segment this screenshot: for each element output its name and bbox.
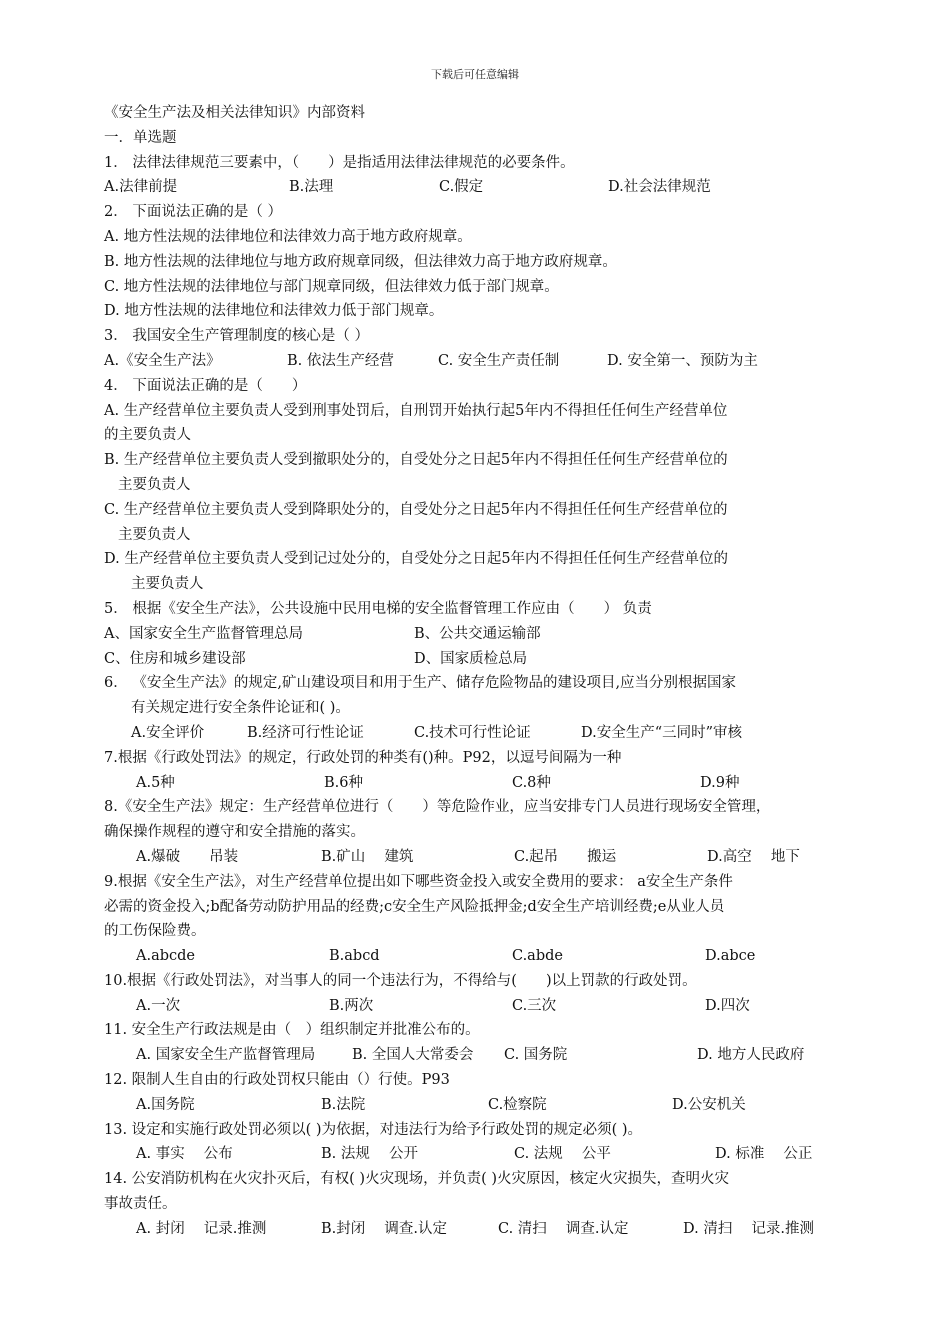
option-b: B.封闭 调查.认定 xyxy=(321,1220,447,1237)
option-a: A.abcde xyxy=(136,948,195,965)
option-a: A、国家安全生产监督管理总局 xyxy=(104,625,303,642)
question-stem: 4． 下面说法正确的是（ ） xyxy=(104,377,307,394)
option-a: A.一次 xyxy=(136,997,181,1014)
option-b: B.矿山 建筑 xyxy=(321,848,414,865)
question-stem: 9.根据《安全生产法》，对生产经营单位提出如下哪些资金投入或安全费用的要求： a安全生产条件 xyxy=(104,873,733,890)
option-row xyxy=(104,1142,864,1167)
option-b: B.法理 xyxy=(289,179,334,196)
option-row xyxy=(104,771,864,796)
option-c-continuation: 主要负责人 xyxy=(118,526,191,543)
option-d: D.9种 xyxy=(700,774,740,791)
option-row xyxy=(104,622,864,647)
option-d: D. 标准 公正 xyxy=(715,1146,813,1163)
section-heading: 一．单选题 xyxy=(104,129,177,146)
option-b: B.两次 xyxy=(329,997,374,1014)
option-a: A.5种 xyxy=(136,774,175,791)
question-stem: 11. 安全生产行政法规是由（ ）组织制定并批准公布的。 xyxy=(104,1022,480,1039)
question-stem: 3． 我国安全生产管理制度的核心是（ ） xyxy=(104,328,369,345)
question-stem-continuation: 确保操作规程的遵守和安全措施的落实。 xyxy=(104,824,365,841)
option-c: C. 清扫 调查.认定 xyxy=(498,1220,629,1237)
option-d-continuation: 主要负责人 xyxy=(131,576,204,593)
option-d: D. 安全第一、预防为主 xyxy=(607,352,758,369)
question-stem-continuation: 有关规定进行安全条件论证和( )。 xyxy=(131,700,350,717)
option-d: D. 地方人民政府 xyxy=(697,1047,805,1064)
option-row xyxy=(104,175,864,200)
option-c: C.abde xyxy=(512,948,563,965)
option-b: B. 地方性法规的法律地位与地方政府规章同级，但法律效力高于地方政府规章。 xyxy=(104,253,617,270)
question-stem: 7.根据《行政处罚法》的规定，行政处罚的种类有()种。P92，以逗号间隔为一种 xyxy=(104,749,622,766)
page-header: 下载后可任意编辑 xyxy=(431,68,519,81)
option-d: D.高空 地下 xyxy=(707,848,800,865)
question-stem-continuation: 事故责任。 xyxy=(104,1196,177,1213)
option-b: B.法院 xyxy=(321,1096,366,1113)
option-c: C.技术可行性论证 xyxy=(414,724,531,741)
option-d: D.abce xyxy=(705,948,756,965)
option-c: C.检察院 xyxy=(488,1096,547,1113)
option-b: B.经济可行性论证 xyxy=(247,724,364,741)
question-stem: 13. 设定和实施行政处罚必须以( )为依据，对违法行为给予行政处罚的规定必须( )。 xyxy=(104,1121,643,1138)
option-d: D. 生产经营单位主要负责人受到记过处分的，自受处分之日起5年内不得担任任何生产经营单位的 xyxy=(104,551,729,568)
option-c: C.假定 xyxy=(439,179,484,196)
question-stem: 6． 《安全生产法》的规定,矿山建设项目和用于生产、储存危险物品的建设项目,应当分别根据国家 xyxy=(104,675,737,692)
option-a: A. 封闭 记录.推测 xyxy=(136,1220,267,1237)
question-stem: 5． 根据《安全生产法》，公共设施中民用电梯的安全监督管理工作应由（ ） 负责 xyxy=(104,600,652,617)
option-d: D.四次 xyxy=(705,997,750,1014)
option-c: C.三次 xyxy=(512,997,557,1014)
option-row xyxy=(104,1043,864,1068)
option-row xyxy=(104,944,864,969)
option-row xyxy=(104,845,864,870)
question-stem: 8.《安全生产法》规定：生产经营单位进行（ ）等危险作业，应当安排专门人员进行现场安全管理， xyxy=(104,799,771,816)
option-a: A. 地方性法规的法律地位和法律效力高于地方政府规章。 xyxy=(104,228,472,245)
option-c: C. 地方性法规的法律地位与部门规章同级，但法律效力低于部门规章。 xyxy=(104,278,559,295)
option-b: B.abcd xyxy=(329,948,380,965)
document-title: 《安全生产法及相关法律知识》内部资料 xyxy=(104,105,365,121)
option-a: A.国务院 xyxy=(136,1096,195,1113)
option-b: B. 依法生产经营 xyxy=(287,352,394,369)
option-c: C. 安全生产责任制 xyxy=(438,352,560,369)
option-row xyxy=(104,721,864,746)
option-a: A.法律前提 xyxy=(104,179,178,196)
option-c: C、住房和城乡建设部 xyxy=(104,650,246,667)
option-c: C. 生产经营单位主要负责人受到降职处分的，自受处分之日起5年内不得担任任何生产经营单位的 xyxy=(104,501,728,518)
question-stem-continuation: 必需的资金投入;b配备劳动防护用品的经费;c安全生产风险抵押金;d安全生产培训经费;e从业人员 xyxy=(104,898,725,915)
option-a: A.安全评价 xyxy=(131,724,205,741)
option-a: A. 国家安全生产监督管理局 xyxy=(136,1047,316,1064)
option-a: A.《安全生产法》 xyxy=(104,352,221,369)
option-c: C.8种 xyxy=(512,774,551,791)
option-d: D、国家质检总局 xyxy=(414,650,528,667)
option-a: A.爆破 吊装 xyxy=(136,848,239,865)
option-d: D.公安机关 xyxy=(672,1096,746,1113)
option-a-continuation: 的主要负责人 xyxy=(104,427,191,444)
option-b: B、公共交通运输部 xyxy=(414,625,541,642)
option-c: C.起吊 搬运 xyxy=(514,848,617,865)
option-b: B. 全国人大常委会 xyxy=(352,1047,474,1064)
option-d: D. 清扫 记录.推测 xyxy=(683,1220,815,1237)
option-b: B. 法规 公开 xyxy=(321,1146,418,1163)
option-row xyxy=(104,647,864,672)
option-d: D. 地方性法规的法律地位和法律效力低于部门规章。 xyxy=(104,303,444,320)
question-stem: 12. 限制人生自由的行政处罚权只能由（）行使。P93 xyxy=(104,1072,450,1089)
option-b-continuation: 主要负责人 xyxy=(118,476,191,493)
option-c: C. 法规 公平 xyxy=(514,1146,611,1163)
option-row xyxy=(104,1093,864,1118)
question-stem: 10.根据《行政处罚法》，对当事人的同一个违法行为，不得给与( )以上罚款的行政处罚。 xyxy=(104,972,697,989)
option-d: D.社会法律规范 xyxy=(608,179,711,196)
option-row xyxy=(104,349,864,374)
option-row xyxy=(104,994,864,1019)
option-b: B. 生产经营单位主要负责人受到撤职处分的，自受处分之日起5年内不得担任任何生产经营单位的 xyxy=(104,452,728,469)
option-a: A. 生产经营单位主要负责人受到刑事处罚后，自刑罚开始执行起5年内不得担任任何生产经营单位 xyxy=(104,402,728,419)
question-stem: 1． 法律法律规范三要素中，（ ）是指适用法律法律规范的必要条件。 xyxy=(104,154,575,171)
option-b: B.6种 xyxy=(324,774,363,791)
question-stem: 2． 下面说法正确的是（ ） xyxy=(104,204,282,221)
document-body xyxy=(104,101,864,1242)
option-a: A. 事实 公布 xyxy=(136,1146,233,1163)
option-row xyxy=(104,1217,864,1242)
option-c: C. 国务院 xyxy=(504,1047,568,1064)
question-stem: 14. 公安消防机构在火灾扑灭后，有权( )火灾现场，并负责( )火灾原因，核定火灾损失，查明火灾 xyxy=(104,1171,730,1188)
question-stem-continuation: 的工伤保险费。 xyxy=(104,923,206,940)
option-d: D.安全生产“三同时”审核 xyxy=(581,724,743,741)
